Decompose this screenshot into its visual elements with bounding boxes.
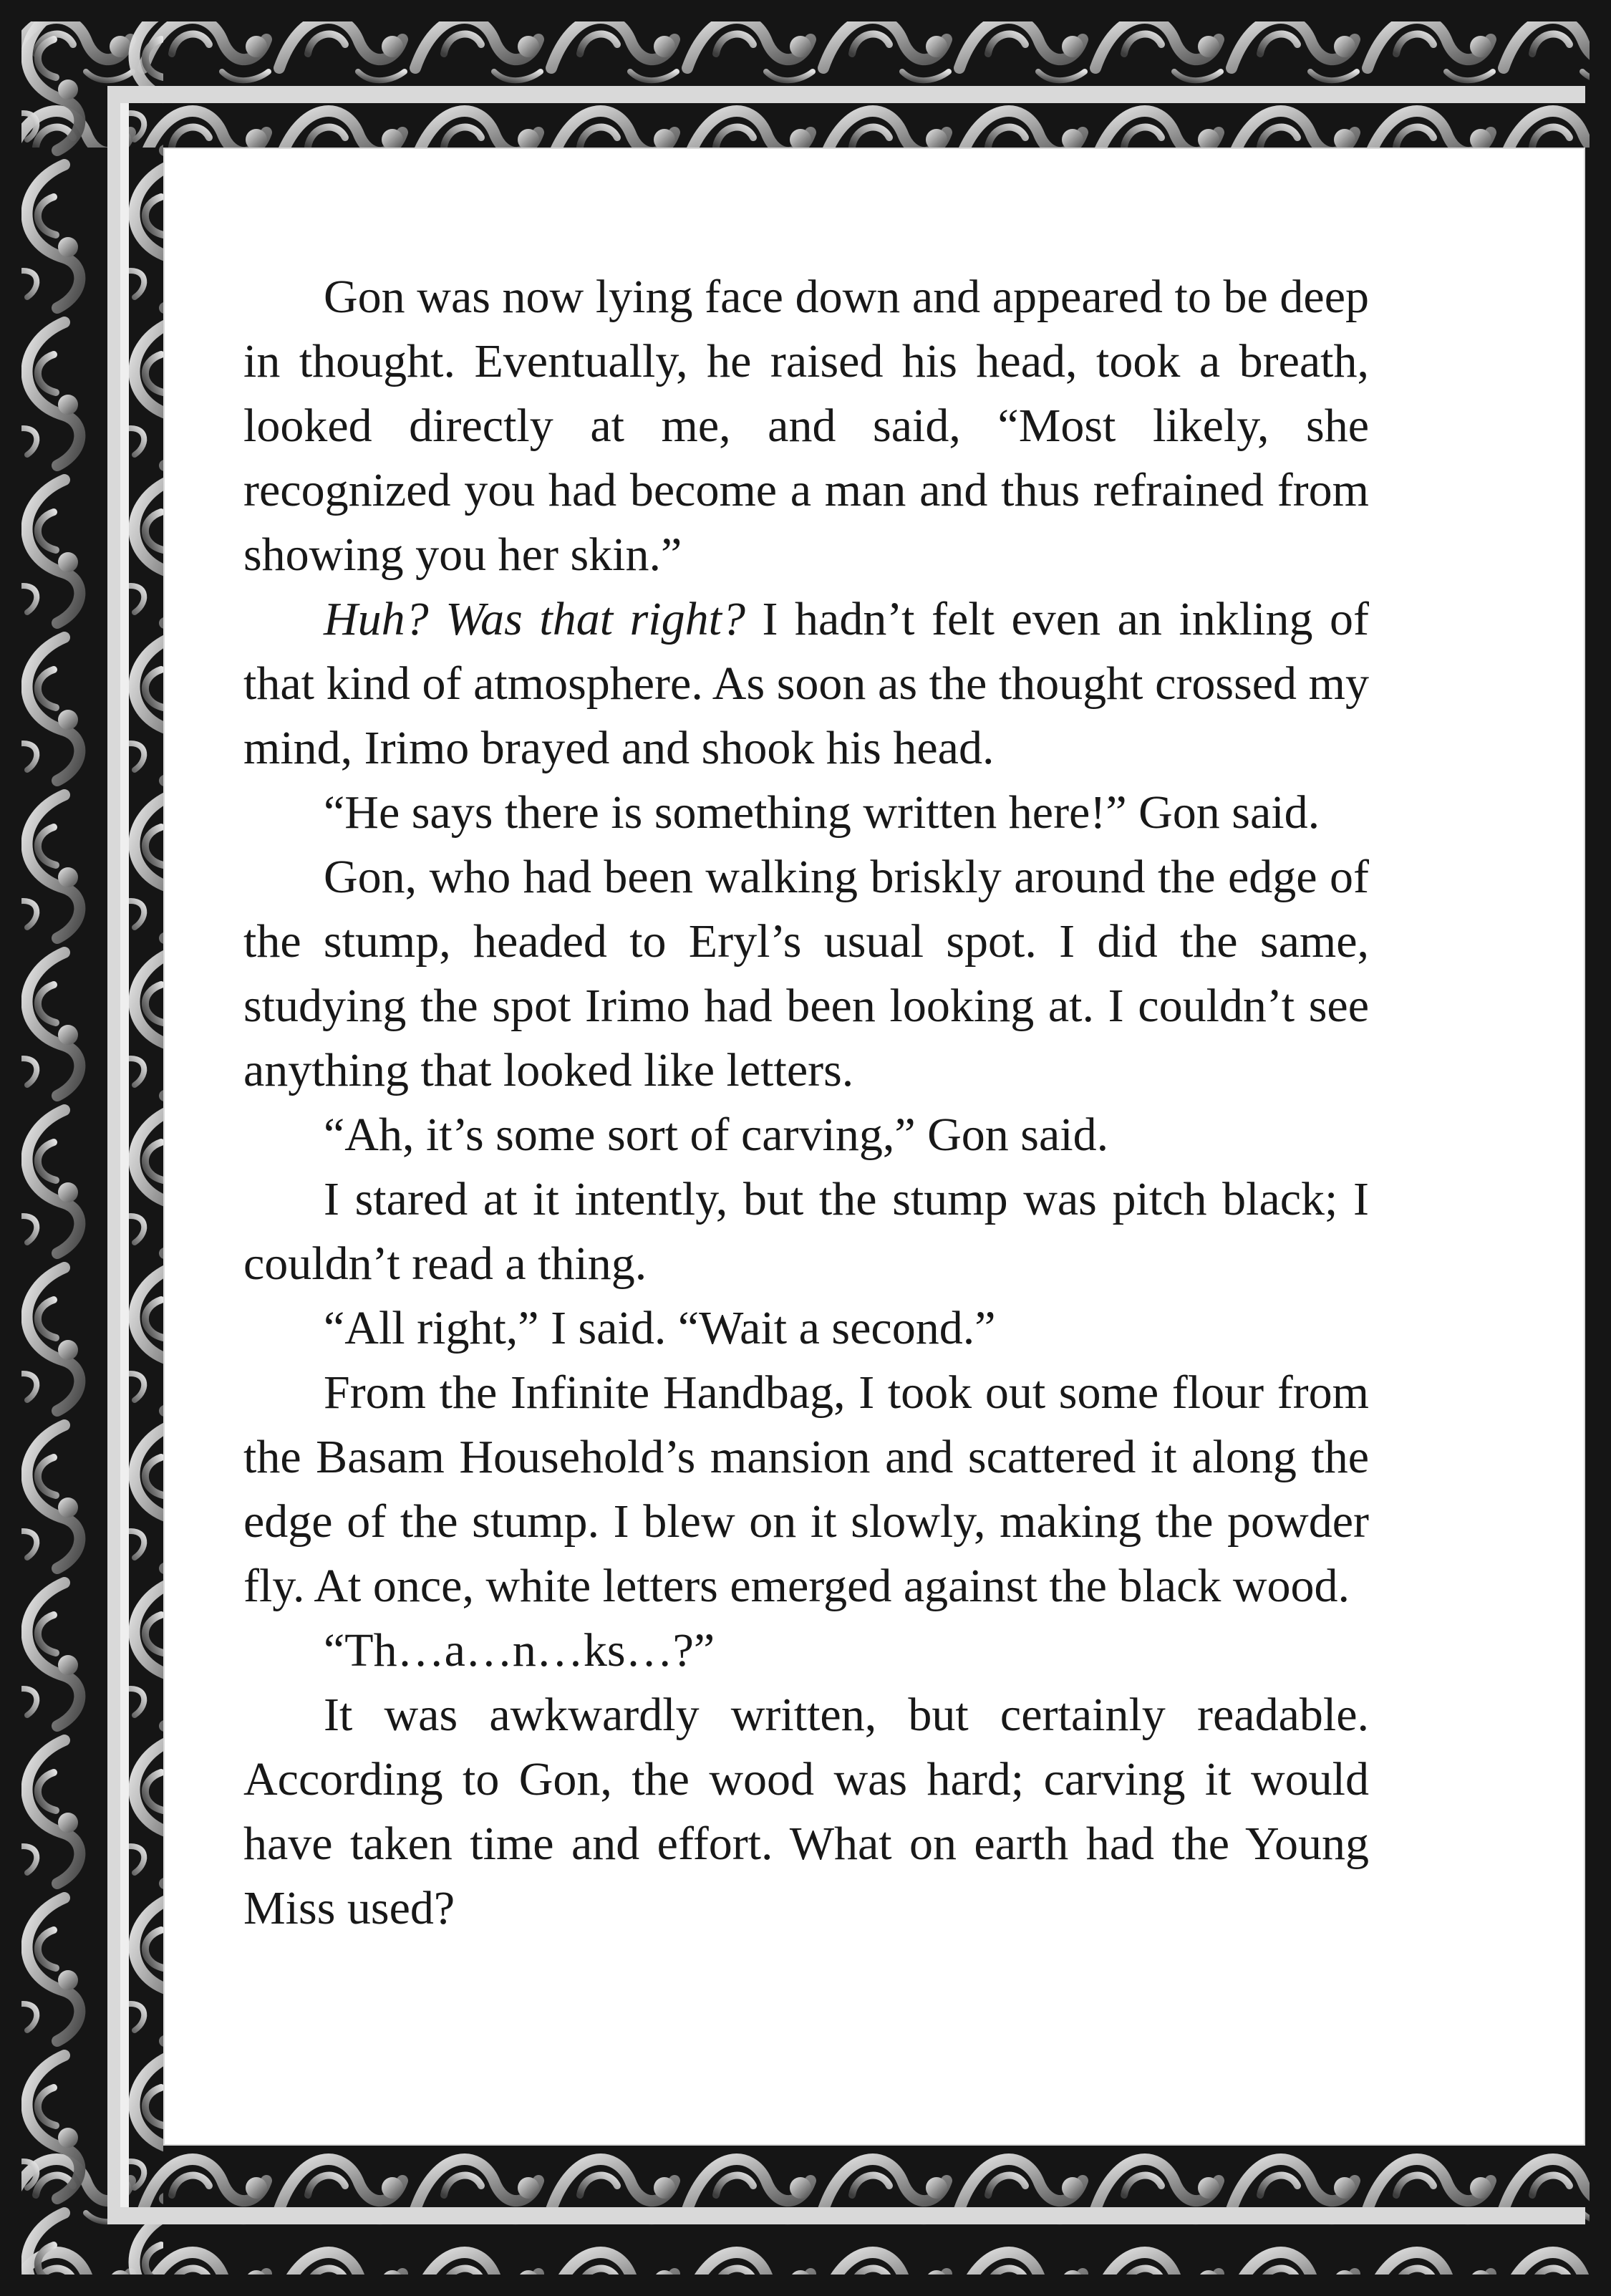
- paragraph-1-text: Gon was now lying face down and appeared to be deep in thought. Eventually, he raised his head, took a breath, looked directly at me, and said, “Most likely, she recognized you had become a man and thus refrained from showing you her skin.”: [243, 271, 1369, 581]
- paragraph-4-text: Gon, who had been walking briskly around the edge of the stump, headed to Eryl’s usual spot. I did the same, studying the spot Irimo had been looking at. I couldn’t see anything that looked like letters.: [243, 851, 1369, 1096]
- paragraph-10-text: It was awkwardly written, but certainly readable. According to Gon, the wood was hard; carving it would have taken time and effort. What on earth had the Young Miss used?: [243, 1689, 1369, 1934]
- paragraph-10: [243, 1683, 1369, 1941]
- paragraph-5: [243, 1103, 1369, 1167]
- paragraph-5-text: “Ah, it’s some sort of carving,” Gon said.: [324, 1109, 1109, 1161]
- paragraph-6-text: I stared at it intently, but the stump was pitch black; I couldn’t read a thing.: [243, 1173, 1369, 1290]
- paragraph-9-text: “Th…a…n…ks…?”: [324, 1624, 715, 1677]
- paragraph-2-italic-text: Huh? Was that right?: [324, 593, 745, 645]
- paragraph-2: [243, 587, 1369, 781]
- paragraph-1: [243, 265, 1369, 587]
- paragraph-8-text: From the Infinite Handbag, I took out some flour from the Basam Household’s mansion and scattered it along the edge of the stump. I blew on it slowly, making the powder fly. At once, white letters emerged against the black wood.: [243, 1366, 1369, 1612]
- paragraph-2-text: I hadn’t felt even an inkling of that kind of atmosphere. As soon as the thought crossed my mind, Irimo brayed and shook his head.: [243, 593, 1369, 774]
- paragraph-6: [243, 1167, 1369, 1296]
- paragraph-9: [243, 1619, 1369, 1683]
- paragraph-3: [243, 781, 1369, 845]
- paragraph-4: [243, 845, 1369, 1103]
- paragraph-3-text: “He says there is something written here!” Gon said.: [324, 786, 1320, 839]
- paragraph-7-text: “All right,” I said. “Wait a second.”: [324, 1302, 996, 1354]
- paragraph-8: [243, 1361, 1369, 1619]
- story-text: [243, 265, 1369, 1941]
- paragraph-7: [243, 1296, 1369, 1361]
